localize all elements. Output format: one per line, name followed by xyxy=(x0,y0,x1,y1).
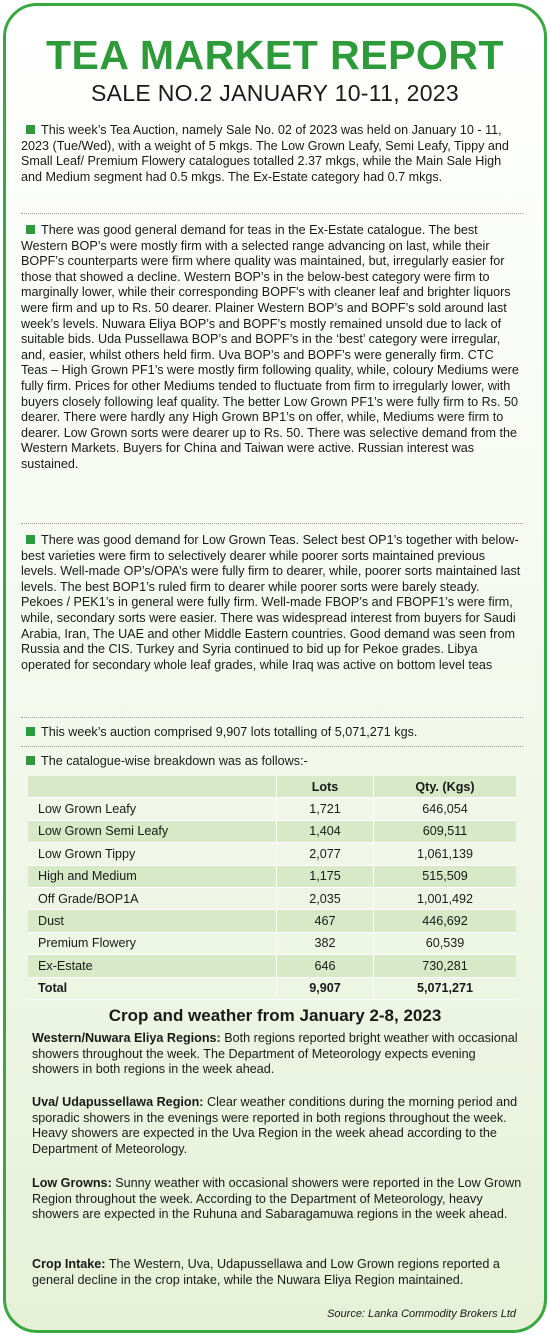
catalogue-name: Dust xyxy=(28,910,277,932)
page-subtitle: SALE NO.2 JANUARY 10-11, 2023 xyxy=(91,80,459,106)
catalogue-lots: 1,404 xyxy=(277,820,374,842)
catalogue-qty: 609,511 xyxy=(374,820,517,842)
table-row xyxy=(28,910,516,932)
catalogue-name: Premium Flowery xyxy=(28,932,277,954)
total-qty: 5,071,271 xyxy=(374,977,517,999)
catalogue-name: Low Grown Tippy xyxy=(28,843,277,865)
table-header-cell xyxy=(28,776,277,798)
source-credit: Source: Lanka Commodity Brokers Ltd xyxy=(327,1308,516,1320)
weather-low-grown: Low Growns: Sunny weather with occasional showers were reported in the Low Grown Region throughout the week. According to the Department of Meteorology, heavy showers are expected in the Ruhuna and Sabaragamuwa regions in the week ahead. xyxy=(32,1176,522,1222)
table-row xyxy=(28,932,516,954)
catalogue-lots: 467 xyxy=(277,910,374,932)
total-label: Total xyxy=(28,977,277,999)
catalogue-qty: 1,061,139 xyxy=(374,843,517,865)
table-row xyxy=(28,865,516,887)
table-header-cell: Qty. (Kgs) xyxy=(374,776,517,798)
catalogue-lots: 1,175 xyxy=(277,865,374,887)
bullet-square-icon xyxy=(26,125,35,134)
table-row xyxy=(28,820,516,842)
weather-label: Low Growns: xyxy=(32,1176,112,1190)
paragraph-auction-total: This week’s auction comprised 9,907 lots totalling of 5,071,271 kgs. xyxy=(21,725,523,741)
bullet-square-icon xyxy=(26,756,35,765)
weather-heading: Crop and weather from January 2-8, 2023 xyxy=(108,1006,442,1025)
catalogue-table xyxy=(28,776,516,1000)
table-row xyxy=(28,843,516,865)
catalogue-lots: 382 xyxy=(277,932,374,954)
divider xyxy=(21,717,523,718)
catalogue-name: High and Medium xyxy=(28,865,277,887)
paragraph-breakdown-intro: The catalogue-wise breakdown was as follows:- xyxy=(21,754,523,770)
catalogue-lots: 2,035 xyxy=(277,887,374,909)
bullet-square-icon xyxy=(26,727,35,736)
weather-uva: Uva/ Udapussellawa Region: Clear weather conditions during the morning period and sporadic showers in the evenings were reported in both regions throughout the week. Heavy showers are expected in the Uva Region in the week ahead according to the Department of Meteorology. xyxy=(32,1095,518,1156)
catalogue-name: Low Grown Semi Leafy xyxy=(28,820,277,842)
divider xyxy=(21,213,523,214)
catalogue-name: Off Grade/BOP1A xyxy=(28,887,277,909)
weather-crop-intake: Crop Intake: The Western, Uva, Udapussellawa and Low Grown regions reported a general decline in the crop intake, while the Nuwara Eliya Region maintained. xyxy=(32,1257,500,1287)
catalogue-qty: 446,692 xyxy=(374,910,517,932)
catalogue-lots: 1,721 xyxy=(277,798,374,820)
table-row xyxy=(28,798,516,820)
bullet-square-icon xyxy=(26,535,35,544)
total-lots: 9,907 xyxy=(277,977,374,999)
divider xyxy=(21,523,523,524)
catalogue-qty: 646,054 xyxy=(374,798,517,820)
catalogue-qty: 1,001,492 xyxy=(374,887,517,909)
table-header-cell: Lots xyxy=(277,776,374,798)
catalogue-qty: 515,509 xyxy=(374,865,517,887)
catalogue-lots: 2,077 xyxy=(277,843,374,865)
divider xyxy=(21,746,523,747)
page-title: TEA MARKET REPORT xyxy=(46,32,504,78)
weather-western: Western/Nuwara Eliya Regions: Both regions reported bright weather with occasional showers throughout the week. The Department of Meteorology expects evening showers in both regions in the week ahead. xyxy=(32,1031,518,1077)
catalogue-name: Low Grown Leafy xyxy=(28,798,277,820)
report-card xyxy=(3,3,547,1333)
table-total-row xyxy=(28,977,516,999)
paragraph-ex-estate: There was good general demand for teas in the Ex-Estate catalogue. The best Western BOP’s were mostly firm with a selected range advancing on last, while their BOPF’s counterparts were firm where quality was maintained, but, irregularly easier for those that showed a decline. Western BOP’s in the below-best category were firm to marginally lower, while their corresponding BOPF's with cleaner leaf and brighter liquors were firm and up to Rs. 50 dearer. Plainer Western BOP’s and BOPF’s sold around last week’s levels. Nuwara Eliya BOP’s and BOPF’s mostly remained unsold due to lack of suitable bids. Uda Pussellawa BOP’s and BOPF’s in the ‘best’ category were irregular, and, easier, whilst others held firm. Uva BOP’s and BOPF’s were generally firm. CTC Teas – High Grown PF1’s were mostly firm following quality, while, coloury Mediums were fully firm. Prices for other Mediums tended to fluctuate from firm to irregularly lower, with buyers closely following leaf quality. The better Low Grown PF1’s were fully firm to Rs. 50 dearer. There were hardly any High Grown BP1’s on offer, while, Mediums were firm to dearer. Low Grown sorts were dearer up to Rs. 50. There was selective demand from the Western Markets. Buyers for China and Taiwan were active. Russian interest was sustained. xyxy=(21,223,519,471)
catalogue-qty: 60,539 xyxy=(374,932,517,954)
table-header-row xyxy=(28,776,516,798)
paragraph-sale-summary: This week’s Tea Auction, namely Sale No. 02 of 2023 was held on January 10 - 11, 2023 (Tue/Wed), with a weight of 5 mkgs. The Low Grown Leafy, Semi Leafy, Tippy and Small Leaf/ Premium Flowery catalogues totalled 2.37 mkgs, while the Main Sale High and Medium segment had 0.5 mkgs. The Ex-Estate category had 0.7 mkgs. xyxy=(21,123,509,184)
table-row xyxy=(28,955,516,977)
weather-label: Uva/ Udapussellawa Region: xyxy=(32,1095,204,1109)
paragraph-low-grown: There was good demand for Low Grown Teas. Select best OP1’s together with below-best varieties were firm to selectively dearer while poorer sorts maintained previous levels. Well-made OP’s/OPA’s were fully firm to dearer, while, poorer sorts maintained last levels. The best BOP1’s ruled firm to dearer while poorer sorts were barely steady. Pekoes / PEK1’s in general were fully firm. Well-made FBOP’s and FBOPF1’s were firm, while, secondary sorts were easier. There was widespread interest from buyers for Saudi Arabia, Iran, The UAE and other Middle Eastern countries. Good demand was seen from Russia and the CIS. Turkey and Syria continued to bid up for Pekoe grades. Libya operated for secondary whole leaf grades, while Iraq was active on bottom level teas xyxy=(21,533,521,672)
catalogue-qty: 730,281 xyxy=(374,955,517,977)
table-row xyxy=(28,887,516,909)
catalogue-lots: 646 xyxy=(277,955,374,977)
weather-label: Crop Intake: xyxy=(32,1257,106,1271)
catalogue-name: Ex-Estate xyxy=(28,955,277,977)
bullet-square-icon xyxy=(26,225,35,234)
weather-label: Western/Nuwara Eliya Regions: xyxy=(32,1031,221,1045)
